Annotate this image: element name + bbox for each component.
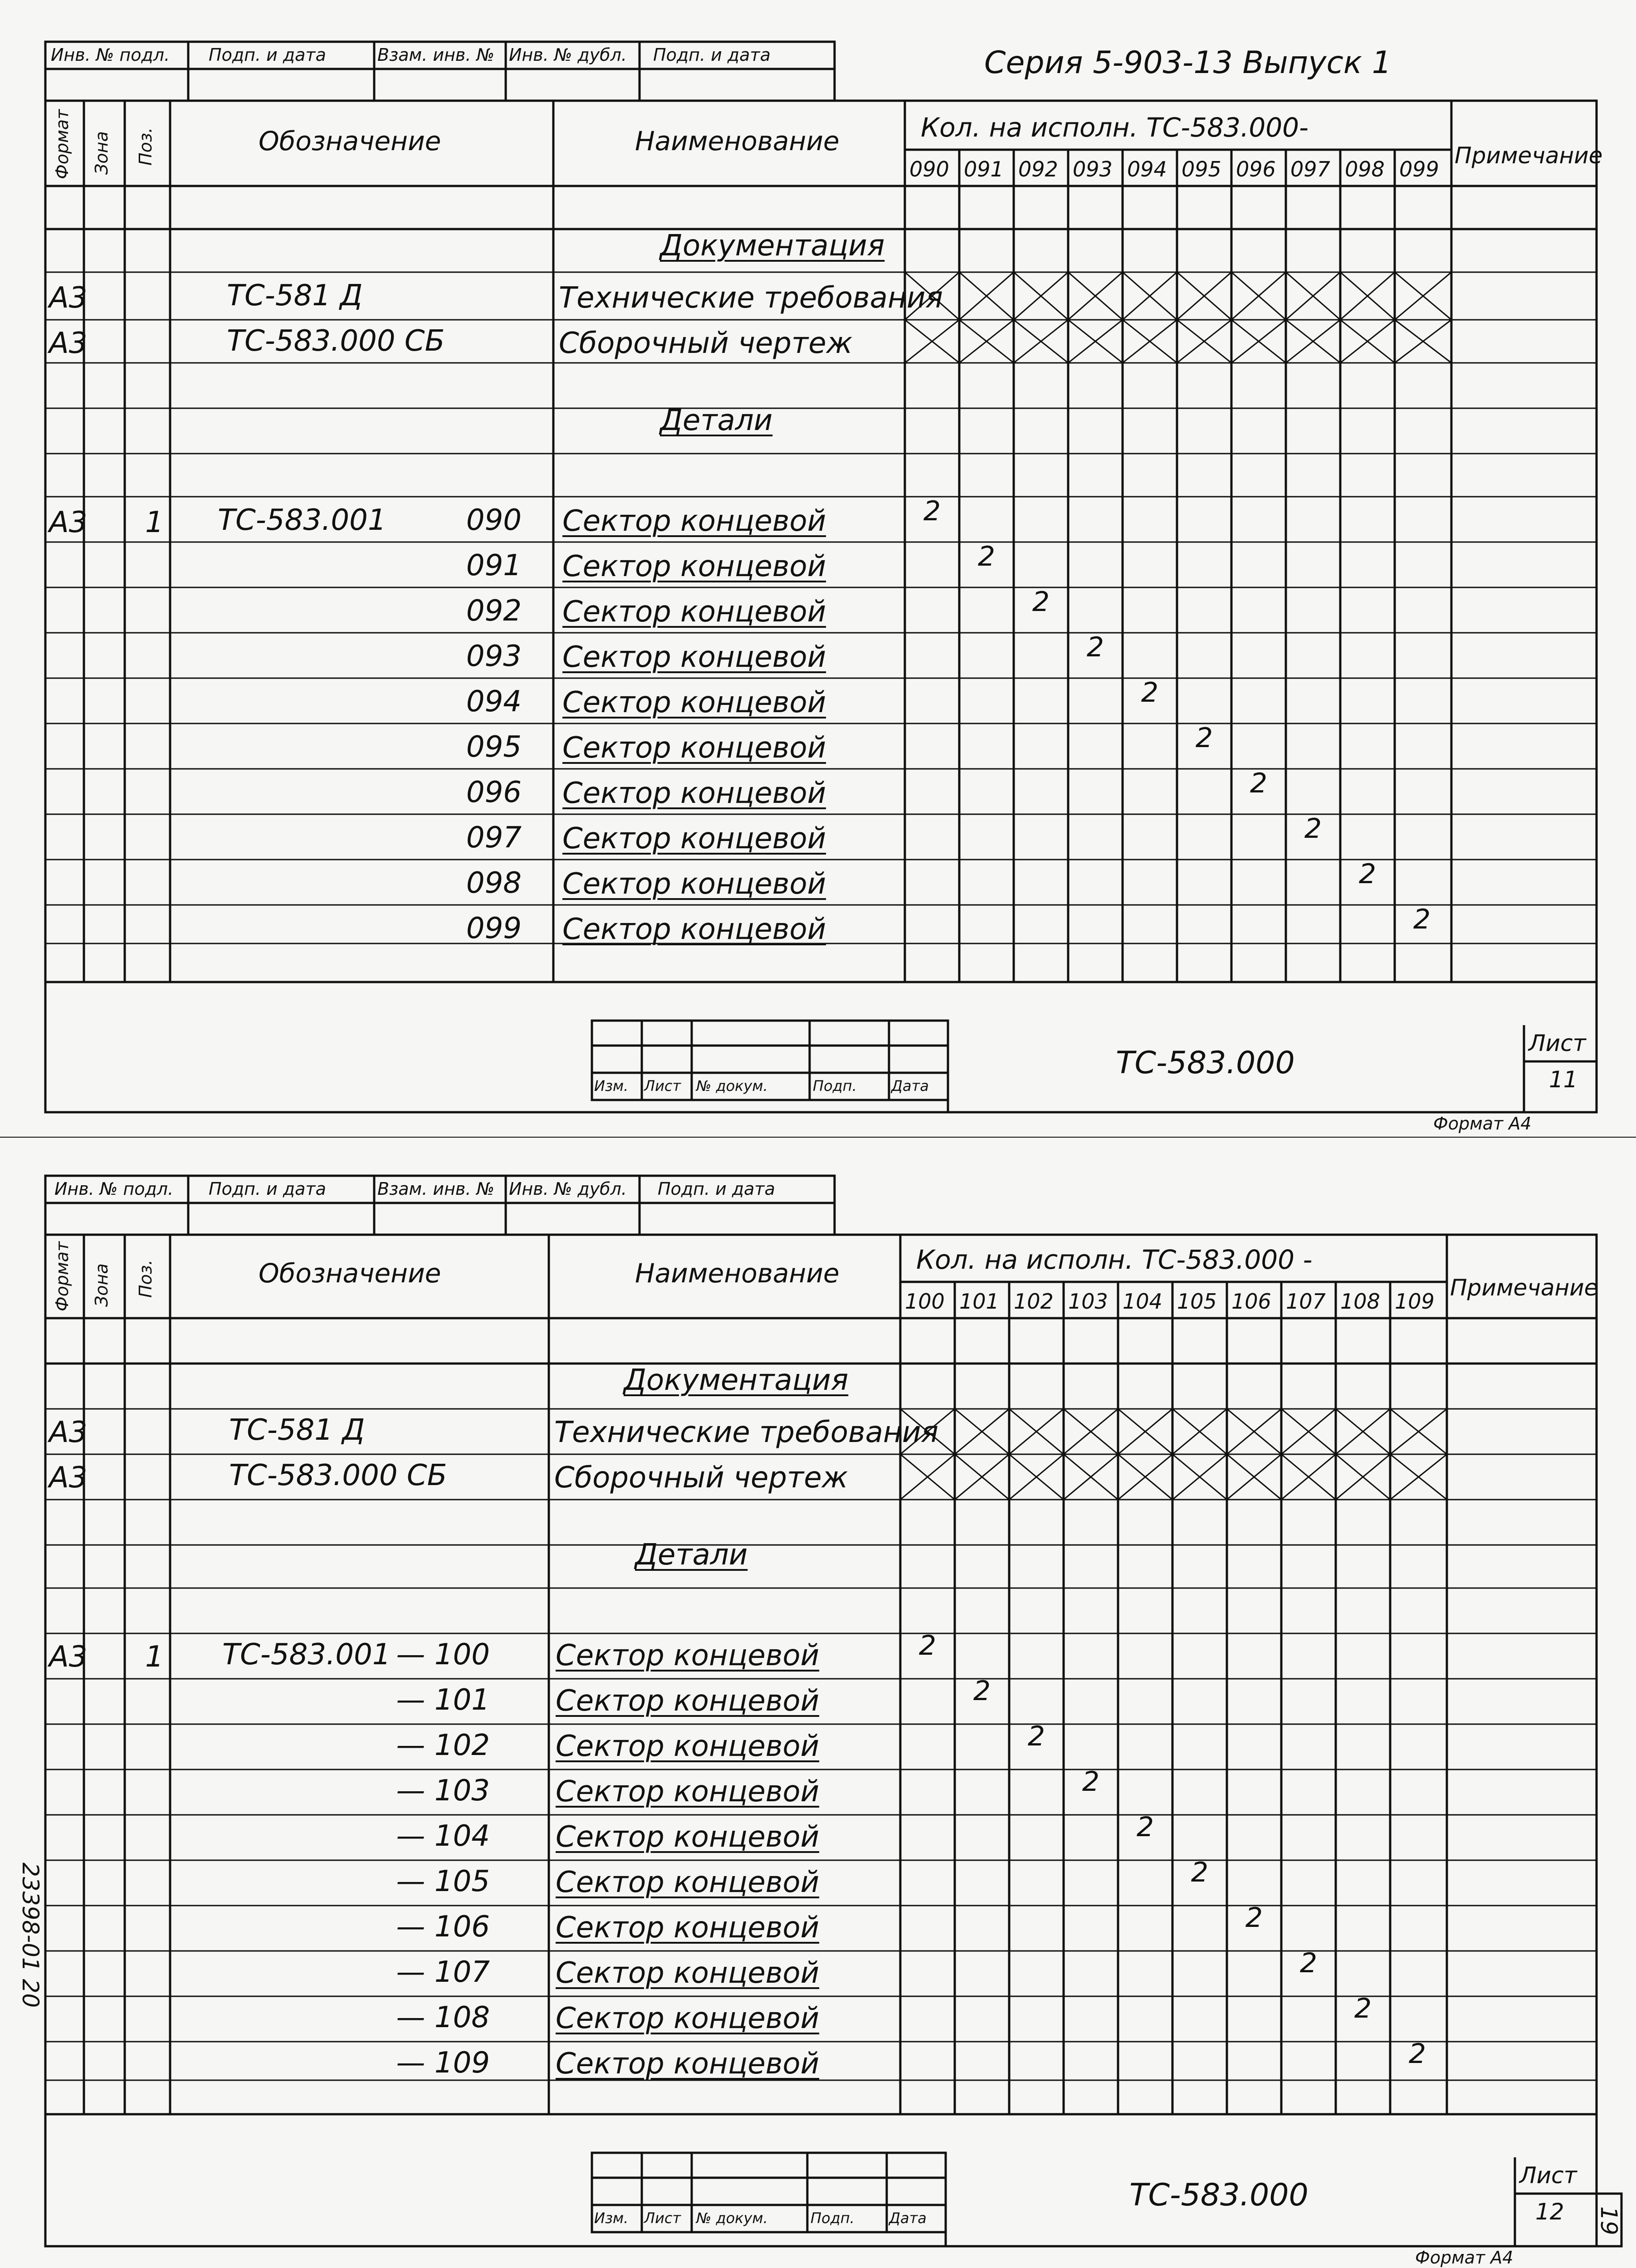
sheet-2 <box>0 1137 1636 2268</box>
part-qty: 2 <box>1354 1993 1372 2024</box>
part-qty: 2 <box>1245 1902 1263 1934</box>
series-title: Серия 5-903-13 Выпуск 1 <box>984 45 1392 81</box>
part-qty: 2 <box>977 541 996 572</box>
parts-format: А3 <box>49 506 88 539</box>
col-094: 094 <box>1127 157 1167 181</box>
doc2-row-2-name: Сборочный чертеж <box>554 1461 848 1495</box>
header-qty-2: Кол. на исполн. ТС-583.000 - <box>916 1244 1313 1275</box>
section-docs-2: Документация <box>624 1364 849 1397</box>
doc2-row-1-format: А3 <box>49 1416 88 1449</box>
part-qty: 2 <box>1027 1721 1045 1752</box>
col-100: 100 <box>905 1289 945 1314</box>
part-name: Сектор концевой <box>562 686 826 719</box>
stamp-inv-dubl: Инв. № дубл. <box>509 45 627 65</box>
part-name: Сектор концевой <box>556 1775 820 1809</box>
stamp-inv-podl-2: Инв. № подл. <box>54 1179 174 1199</box>
part-qty: 2 <box>1136 1811 1154 1843</box>
tb-podp: Подп. <box>813 1077 857 1095</box>
doc-row-2-designation: ТС-583.000 СБ <box>227 324 445 358</box>
part-name: Сектор концевой <box>562 504 826 538</box>
part-name: Сектор концевой <box>556 1730 820 1763</box>
part-qty: 2 <box>1299 1947 1318 1979</box>
part-qty: 2 <box>1250 767 1268 799</box>
sheet-number: 11 <box>1549 1066 1578 1093</box>
part-name: Сектор концевой <box>562 731 826 765</box>
col-106: 106 <box>1231 1289 1271 1314</box>
part-qty: 2 <box>1082 1766 1100 1798</box>
format-label: Формат А4 <box>1433 1114 1532 1134</box>
header-designation-2: Обозначение <box>259 1258 441 1289</box>
header-note: Примечание <box>1455 142 1603 169</box>
part-suffix: 093 <box>466 640 522 673</box>
tb2-doc-no: № докум. <box>696 2209 768 2227</box>
col-101: 101 <box>959 1289 999 1314</box>
doc2-row-1-name: Технические требования <box>554 1416 938 1449</box>
part-name: Сектор концевой <box>556 1639 820 1672</box>
doc-code: ТС-583.000 <box>1116 1045 1295 1081</box>
section-parts: Детали <box>660 404 773 437</box>
section-docs: Документация <box>660 229 885 263</box>
part-name: Сектор концевой <box>556 2002 820 2035</box>
doc-row-2-format: А3 <box>49 327 88 360</box>
part-suffix: — 109 <box>396 2046 490 2080</box>
col-104: 104 <box>1123 1289 1162 1314</box>
header-format: Формат <box>52 109 72 179</box>
part-suffix: 092 <box>466 594 522 628</box>
part-suffix: — 102 <box>396 1729 490 1762</box>
header-format-2: Формат <box>52 1241 72 1311</box>
tb-list: Лист <box>644 1077 681 1095</box>
tb2-data: Дата <box>889 2209 927 2227</box>
part-qty: 2 <box>1195 722 1213 754</box>
col-090: 090 <box>909 157 949 181</box>
side-stamp: 23398-01 20 <box>17 1862 44 2008</box>
stamp-podp-data-2b: Подп. и дата <box>658 1179 775 1199</box>
part-suffix: 094 <box>466 685 522 719</box>
corner-number: 19 <box>1596 2206 1622 2235</box>
part-qty: 2 <box>1191 1857 1209 1888</box>
part-qty: 2 <box>1032 586 1050 618</box>
stamp-podp-data-2a: Подп. и дата <box>209 1179 326 1199</box>
header-zone-2: Зона <box>92 1263 112 1307</box>
part-suffix: — 105 <box>396 1865 490 1898</box>
stamp-vzam-inv: Взам. инв. № <box>377 45 495 65</box>
col-105: 105 <box>1177 1289 1217 1314</box>
doc2-row-2-format: А3 <box>49 1461 88 1495</box>
col-107: 107 <box>1286 1289 1326 1314</box>
part-qty: 2 <box>1304 813 1322 845</box>
part-name: Сектор концевой <box>556 1866 820 1899</box>
sheet-label: Лист <box>1529 1030 1586 1056</box>
header-name: Наименование <box>635 126 840 156</box>
tb-doc-no: № докум. <box>696 1077 768 1095</box>
part-name: Сектор концевой <box>562 867 826 901</box>
part-suffix: — 103 <box>396 1774 490 1808</box>
doc-row-1-designation: ТС-581 Д <box>227 279 363 313</box>
part-suffix: — 107 <box>396 1955 490 1989</box>
doc-row-2-name: Сборочный чертеж <box>559 327 853 360</box>
part-name: Сектор концевой <box>556 1684 820 1718</box>
part-suffix: — 101 <box>396 1683 490 1717</box>
header-qty: Кол. на исполн. ТС-583.000- <box>921 112 1309 143</box>
part-name: Сектор концевой <box>556 1956 820 1990</box>
part-qty: 2 <box>918 1630 937 1662</box>
header-pos-2: Поз. <box>136 1259 156 1298</box>
part-qty: 2 <box>973 1675 991 1707</box>
doc-row-1-format: А3 <box>49 281 88 315</box>
doc-row-1-name: Технические требования <box>559 281 943 315</box>
format-label-2: Формат А4 <box>1415 2248 1514 2268</box>
col-093: 093 <box>1073 157 1113 181</box>
stamp-inv-podl: Инв. № подл. <box>51 45 170 65</box>
header-zone: Зона <box>92 131 112 175</box>
parts2-format: А3 <box>49 1640 88 1674</box>
part-suffix: 095 <box>466 730 522 764</box>
tb-izm: Изм. <box>594 1077 629 1095</box>
part-qty: 2 <box>1413 904 1431 935</box>
header-designation: Обозначение <box>259 126 441 156</box>
col-102: 102 <box>1014 1289 1054 1314</box>
col-091: 091 <box>964 157 1004 181</box>
part-name: Сектор концевой <box>556 2047 820 2081</box>
part-name: Сектор концевой <box>562 822 826 855</box>
col-108: 108 <box>1340 1289 1380 1314</box>
col-096: 096 <box>1236 157 1276 181</box>
col-103: 103 <box>1068 1289 1108 1314</box>
part-suffix: — 100 <box>396 1638 490 1672</box>
section-parts-2: Детали <box>635 1538 748 1572</box>
part-name: Сектор концевой <box>562 913 826 946</box>
part-name: Сектор концевой <box>562 550 826 583</box>
tb2-podp: Подп. <box>811 2209 855 2227</box>
tb-data: Дата <box>891 1077 929 1095</box>
part-name: Сектор концевой <box>562 777 826 810</box>
part-qty: 2 <box>1358 858 1377 890</box>
part-suffix: — 108 <box>396 2001 490 2034</box>
part-suffix: 097 <box>466 821 522 855</box>
part-qty: 2 <box>1408 2038 1426 2070</box>
sheet-number-2: 12 <box>1535 2199 1564 2225</box>
part-qty: 2 <box>1086 631 1104 663</box>
header-pos: Поз. <box>136 127 156 166</box>
col-099: 099 <box>1399 157 1439 181</box>
col-098: 098 <box>1345 157 1385 181</box>
part-name: Сектор концевой <box>562 595 826 629</box>
header-name-2: Наименование <box>635 1258 840 1289</box>
doc-code-2: ТС-583.000 <box>1129 2177 1309 2213</box>
sheet-label-2: Лист <box>1519 2162 1577 2189</box>
col-095: 095 <box>1182 157 1221 181</box>
parts-pos: 1 <box>145 506 164 539</box>
part-suffix: 099 <box>466 912 522 945</box>
col-109: 109 <box>1395 1289 1435 1314</box>
col-097: 097 <box>1290 157 1330 181</box>
parts2-pos: 1 <box>145 1640 164 1674</box>
part-qty: 2 <box>1141 677 1159 709</box>
part-qty: 2 <box>923 495 941 527</box>
part-name: Сектор концевой <box>556 1911 820 1945</box>
part-suffix: 096 <box>466 776 522 809</box>
tb2-list: Лист <box>644 2209 681 2227</box>
part-name: Сектор концевой <box>556 1820 820 1854</box>
part-name: Сектор концевой <box>562 640 826 674</box>
header-note-2: Примечание <box>1450 1275 1598 1301</box>
part-suffix: 091 <box>466 549 522 582</box>
parts-base-designation: ТС-583.001 <box>218 503 386 537</box>
stamp-vzam-inv-2: Взам. инв. № <box>377 1179 495 1199</box>
stamp-podp-data: Подп. и дата <box>209 45 326 65</box>
doc2-row-2-designation: ТС-583.000 СБ <box>229 1459 447 1492</box>
part-suffix: — 106 <box>396 1910 490 1944</box>
part-suffix: 090 <box>466 503 522 537</box>
col-092: 092 <box>1018 157 1058 181</box>
stamp-inv-dubl-2: Инв. № дубл. <box>509 1179 627 1199</box>
part-suffix: 098 <box>466 866 522 900</box>
tb2-izm: Изм. <box>594 2209 629 2227</box>
parts2-base-designation: ТС-583.001 <box>222 1638 391 1672</box>
doc2-row-1-designation: ТС-581 Д <box>229 1413 365 1447</box>
stamp-podp-data-2: Подп. и дата <box>653 45 771 65</box>
part-suffix: — 104 <box>396 1819 490 1853</box>
